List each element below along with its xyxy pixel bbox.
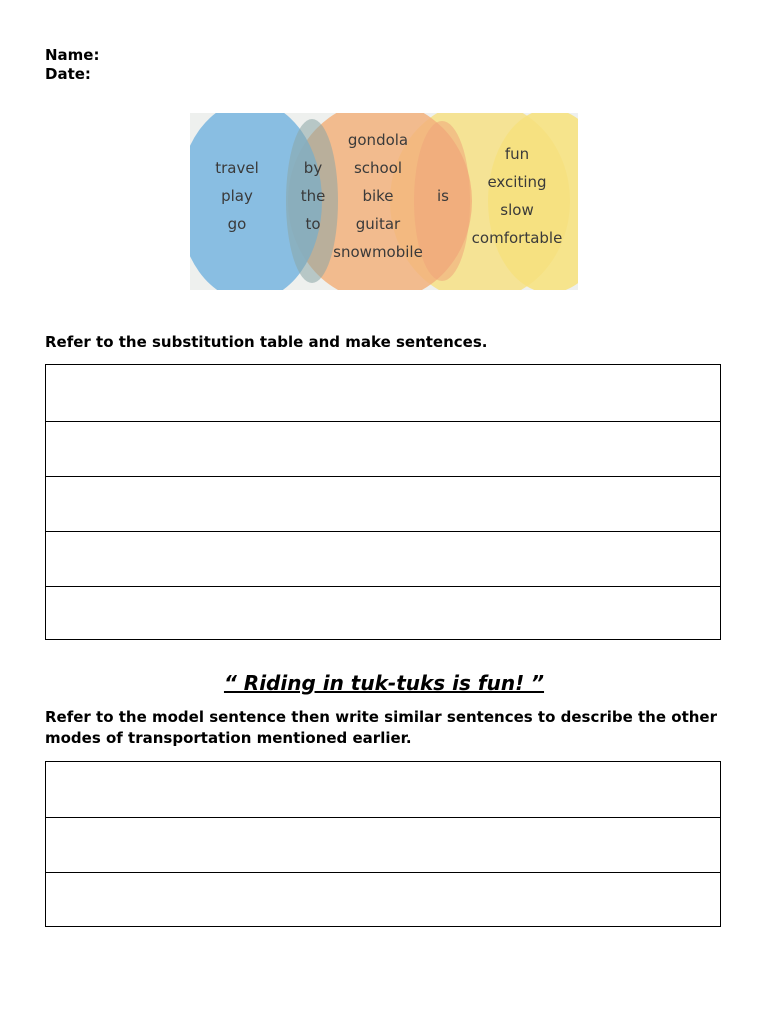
word-go: go [227,215,247,233]
word-gondola: gondola [347,131,409,149]
word-slow: slow [500,201,534,219]
answer-row[interactable] [46,762,720,817]
word-by: by [303,159,323,177]
answer-row[interactable] [46,531,720,586]
section1-instruction: Refer to the substitution table and make sentences. [45,333,488,351]
word-fun: fun [504,145,530,163]
word-snowmobile: snowmobile [333,243,423,261]
section2-instruction: Refer to the model sentence then write similar sentences to describe the other modes of transportation mentioned earlier. [45,708,717,747]
model-sentence: “ Riding in tuk-tuks is fun! ” [223,671,545,695]
answer-row[interactable] [46,365,720,421]
word-is: is [437,187,449,205]
answer-row[interactable] [46,476,720,531]
answer-row[interactable] [46,421,720,476]
word-bike: bike [362,187,394,205]
word-guitar: guitar [355,215,401,233]
word-school: school [353,159,403,177]
substitution-table-diagram [190,113,578,290]
word-play: play [221,187,253,205]
answer-row[interactable] [46,586,720,639]
section2-answer-grid [45,761,721,927]
word-exciting: exciting [487,173,547,191]
answer-row[interactable] [46,817,720,872]
section1-answer-grid [45,364,721,640]
name-label: Name: [45,46,100,64]
word-to: to [305,215,321,233]
date-label: Date: [45,65,91,83]
word-travel: travel [215,159,259,177]
answer-row[interactable] [46,872,720,926]
word-the: the [300,187,326,205]
word-comfortable: comfortable [471,229,563,247]
header [45,46,99,84]
